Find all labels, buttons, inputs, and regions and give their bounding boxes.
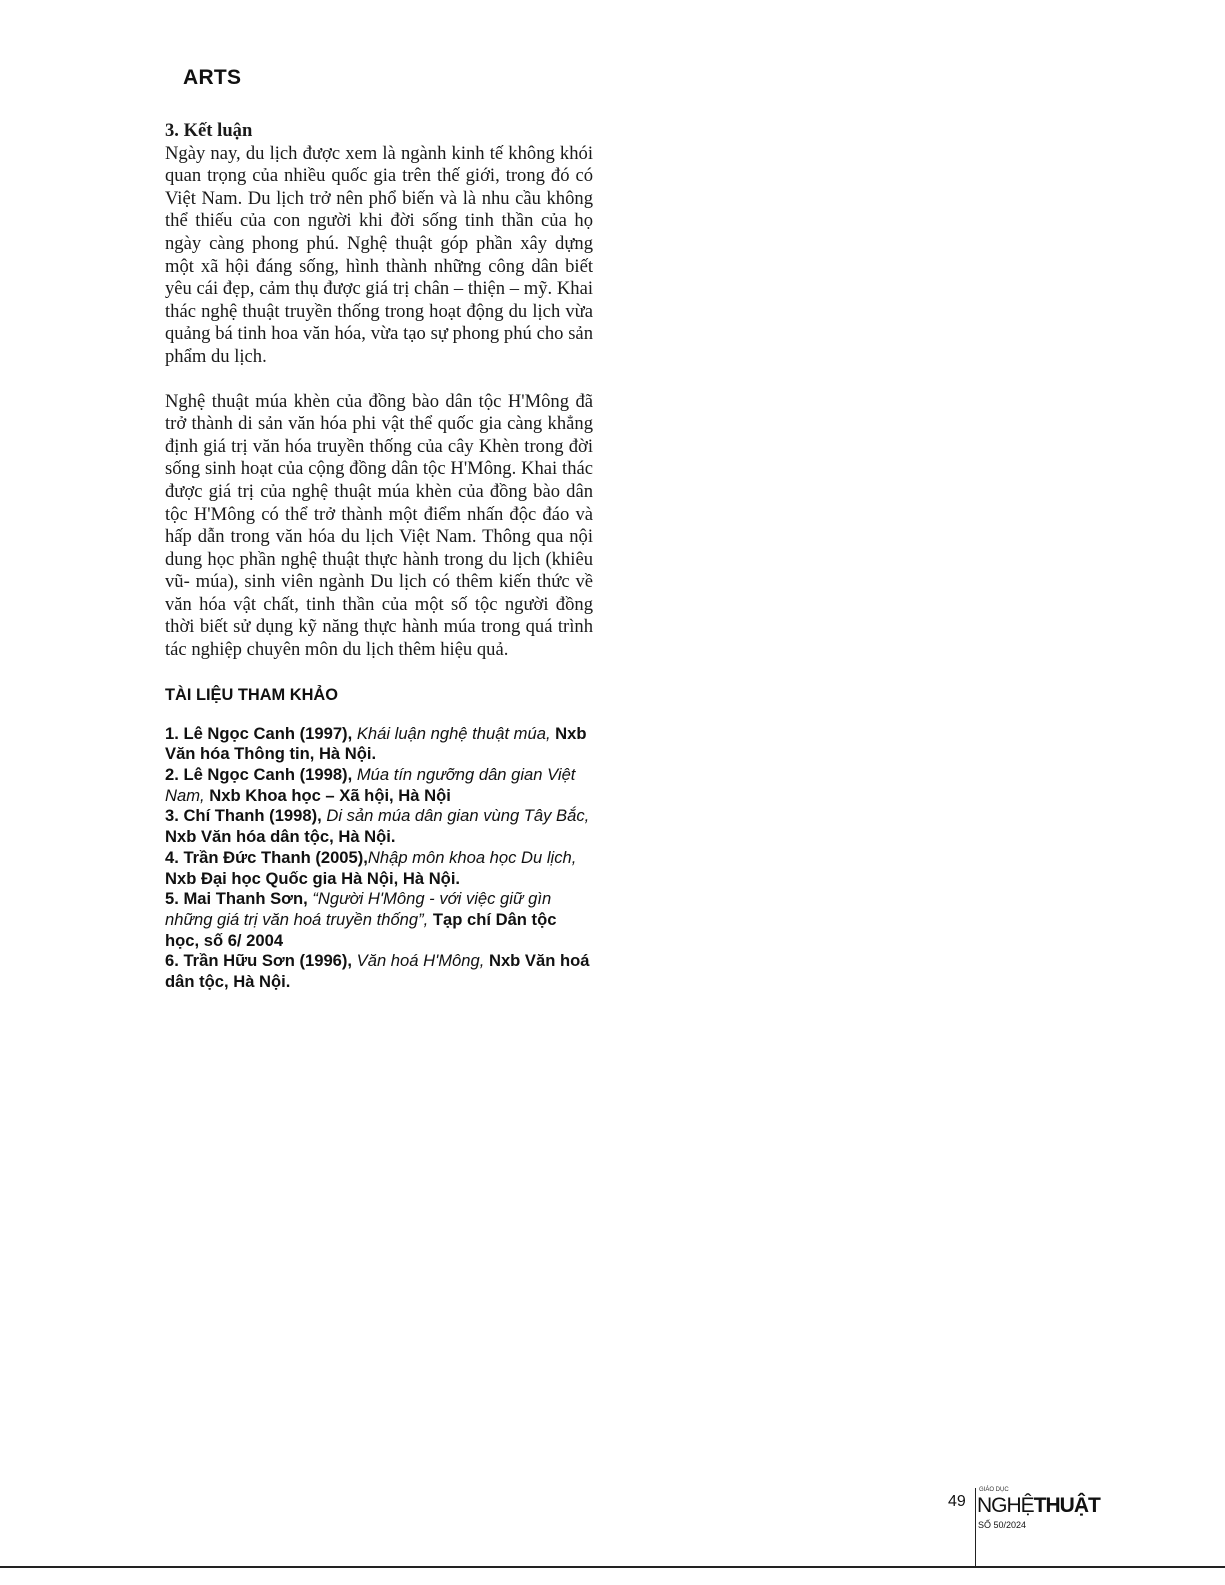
conclusion-section — [165, 120, 593, 662]
reference-work: Nhập môn khoa học Du lịch, — [367, 847, 577, 867]
reference-publisher: Nxb Khoa học – Xã hội, Hà Nội — [204, 785, 451, 805]
references-title: TÀI LIỆU THAM KHẢO — [165, 685, 338, 704]
footer-rule — [0, 1566, 1225, 1568]
reference-publisher: Nxb Văn hóa dân tộc, Hà Nội. — [165, 827, 396, 847]
reference-work: Di sản múa dân gian vùng Tây Bắc, — [326, 806, 590, 826]
reference-work: Múa tín ngưỡng dân gian Việt Nam, — [165, 765, 576, 805]
reference-work: Khái luận nghệ thuật múa, — [356, 723, 551, 743]
reference-publisher: Nxb Văn hoá dân tộc, Hà Nội. — [165, 951, 590, 992]
conclusion-paragraph: Ngày nay, du lịch được xem là ngành kinh tế không khói quan trọng của nhiều quốc gia trên thế giới, trong đó có Việt Nam. Du lịch trở nên phổ biến và là nhu cầu không thể thiếu của con người khi đời sống tinh thần của họ ngày càng phong phú. Nghệ thuật góp phần xây dựng một xã hội đáng sống, hình thành những công dân biết yêu cái đẹp, cảm thụ được giá trị chân – thiện – mỹ. Khai thác nghệ thuật truyền thống trong hoạt động du lịch vừa quảng bá tinh hoa văn hóa, vừa tạo sự phong phú cho sản phẩm du lịch. — [165, 142, 593, 367]
page-number: 49 — [948, 1493, 966, 1510]
reference-item — [165, 951, 593, 992]
reference-author: 2. Lê Ngọc Canh (1998), — [165, 765, 357, 785]
reference-author: 5. Mai Thanh Sơn, — [165, 889, 313, 909]
footer-divider — [975, 1488, 976, 1567]
section-header: ARTS — [183, 66, 242, 89]
magazine-name-light: NGHỆ — [977, 1494, 1034, 1517]
reference-work: Văn hoá H'Mông, — [356, 951, 485, 971]
reference-author: 3. Chí Thanh (1998), — [165, 806, 327, 826]
reference-author: 6. Trần Hữu Sơn (1996), — [165, 951, 357, 971]
magazine-supratitle: GIÁO DỤC — [979, 1487, 1009, 1493]
article-column — [165, 120, 593, 993]
reference-item — [165, 889, 593, 951]
magazine-name-bold: THUẬT — [1033, 1494, 1100, 1517]
reference-item — [165, 848, 593, 889]
references-list — [165, 724, 593, 993]
reference-author: 1. Lê Ngọc Canh (1997), — [165, 723, 357, 743]
reference-publisher: Nxb Đại học Quốc gia Hà Nội, Hà Nội. — [165, 868, 461, 888]
reference-publisher: Tạp chí Dân tộc học, số 6/ 2004 — [165, 909, 557, 950]
reference-author: 4. Trần Đức Thanh (2005), — [165, 847, 368, 867]
reference-item — [165, 765, 593, 806]
reference-publisher: Nxb Văn hóa Thông tin, Hà Nội. — [165, 723, 587, 764]
reference-work: “Người H'Mông - với việc giữ gìn những giá trị văn hoá truyền thống”, — [165, 889, 552, 929]
conclusion-paragraph: Nghệ thuật múa khèn của đồng bào dân tộc H'Mông đã trở thành di sản văn hóa phi vật thể quốc gia càng khẳng định giá trị văn hóa truyền thống của cây Khèn trong đời sống sinh hoạt của cộng đồng dân tộc H'Mông. Khai thác được giá trị của nghệ thuật múa khèn của đồng bào dân tộc H'Mông có thể trở thành một điểm nhấn độc đáo và hấp dẫn trong văn hóa du lịch Việt Nam. Thông qua nội dung học phần nghệ thuật thực hành trong du lịch (khiêu vũ- múa), sinh viên ngành Du lịch có thêm kiến thức về văn hóa vật chất, tinh thần của một số tộc người đồng thời biết sử dụng kỹ năng thực hành múa trong quá trình tác nghiệp chuyên môn du lịch thêm hiệu quả. — [165, 390, 593, 661]
magazine-logo — [977, 1494, 1100, 1518]
reference-item — [165, 806, 593, 847]
conclusion-heading: 3. Kết luận — [165, 120, 253, 141]
magazine-issue: SỐ 50/2024 — [978, 1520, 1027, 1530]
reference-item — [165, 724, 593, 765]
